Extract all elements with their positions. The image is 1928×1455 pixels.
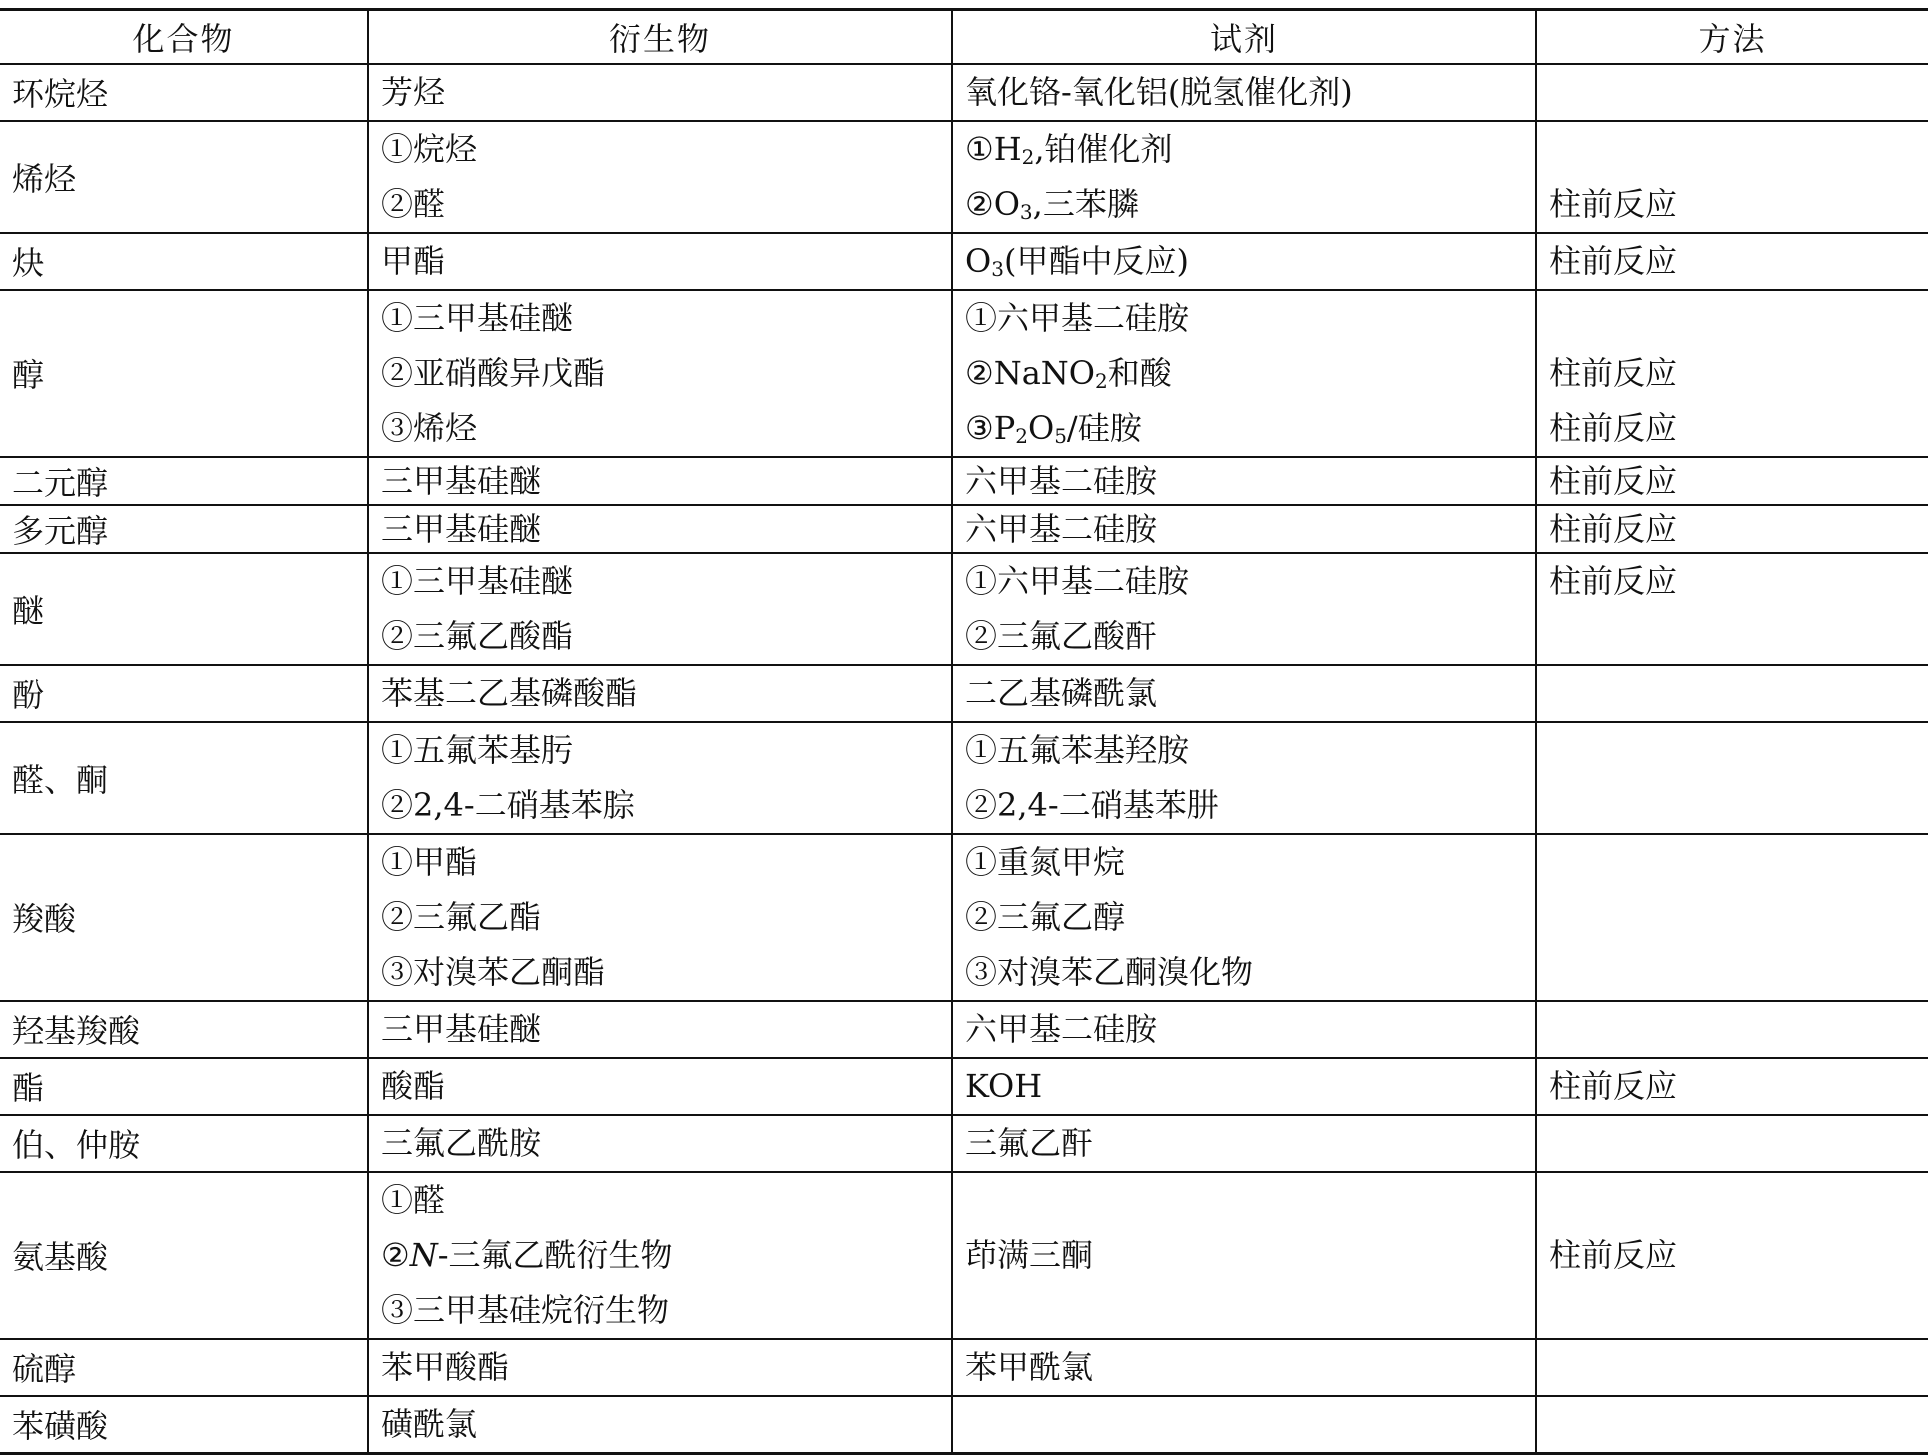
- table-row: [0, 1172, 1928, 1339]
- cell-derivative-line: 甲酯: [381, 241, 446, 280]
- cell-method-line: [1549, 945, 1928, 1000]
- cell-reagent-line: 苯甲酰氯: [965, 1347, 1094, 1386]
- cell-reagent-line: ③对溴苯乙酮溴化物: [965, 952, 1254, 991]
- table-row: [0, 722, 1928, 834]
- cell-derivative: [368, 1058, 952, 1115]
- cell-compound: 氨基酸: [0, 1172, 368, 1339]
- cell-derivative-line: ②亚硝酸异戊酯: [381, 353, 606, 392]
- cell-method: [1536, 121, 1928, 233]
- derivatization-table: [0, 8, 1928, 1455]
- table-row: [0, 1115, 1928, 1172]
- cell-derivative: [368, 1001, 952, 1058]
- cell-derivative: [368, 457, 952, 505]
- cell-reagent: [952, 505, 1536, 553]
- cell-method: [1536, 665, 1928, 722]
- cell-method-line: [1549, 609, 1928, 664]
- cell-method-line: [1549, 723, 1928, 778]
- cell-compound: 苯磺酸: [0, 1396, 368, 1454]
- cell-compound: 醇: [0, 290, 368, 457]
- table-row: [0, 1058, 1928, 1115]
- cell-derivative-line: 酸酯: [381, 1066, 446, 1105]
- cell-method: [1536, 722, 1928, 834]
- cell-reagent-line: 六甲基二硅胺: [965, 1009, 1158, 1048]
- cell-derivative-line: 芳烃: [381, 72, 446, 111]
- cell-reagent-line: 六甲基二硅胺: [965, 461, 1158, 500]
- cell-reagent-line: ②NaNO$_2$和酸: [965, 353, 1172, 393]
- cell-reagent-line: $②O_3$,三苯膦: [965, 184, 1139, 224]
- cell-reagent: [952, 1058, 1536, 1115]
- cell-reagent-line: ①五氟苯基羟胺: [965, 730, 1190, 769]
- cell-method-line: [1549, 1397, 1928, 1452]
- cell-reagent-line: $③P_2O_5/$硅胺: [965, 408, 1142, 448]
- cell-derivative: [368, 1115, 952, 1172]
- cell-derivative-line: 三甲基硅醚: [381, 509, 542, 548]
- cell-compound: 醛、酮: [0, 722, 368, 834]
- cell-method-line: [1549, 778, 1928, 833]
- table-row: [0, 64, 1928, 121]
- cell-derivative-line: 苯基二乙基磷酸酯: [381, 673, 638, 712]
- cell-derivative: [368, 290, 952, 457]
- table-row: [0, 233, 1928, 290]
- table-row: [0, 1001, 1928, 1058]
- cell-compound: 伯、仲胺: [0, 1115, 368, 1172]
- cell-compound: 多元醇: [0, 505, 368, 553]
- table-row: [0, 1396, 1928, 1454]
- cell-method: [1536, 505, 1928, 553]
- table-row: [0, 121, 1928, 233]
- table-row: [0, 1339, 1928, 1396]
- cell-reagent-line: $O_3$(甲酯中反应): [965, 241, 1189, 281]
- cell-reagent: [952, 1001, 1536, 1058]
- cell-method-line: 柱前反应: [1549, 353, 1678, 392]
- cell-reagent: [952, 1115, 1536, 1172]
- cell-derivative: [368, 64, 952, 121]
- cell-compound: 酚: [0, 665, 368, 722]
- table-row: [0, 457, 1928, 505]
- cell-derivative-line: ①三甲基硅醚: [381, 298, 574, 337]
- table-row: [0, 553, 1928, 665]
- cell-derivative: [368, 121, 952, 233]
- cell-reagent-line: ①重氮甲烷: [965, 842, 1126, 881]
- cell-derivative-line: ①烷烃: [381, 129, 478, 168]
- cell-method-line: 柱前反应: [1549, 241, 1678, 280]
- cell-reagent: [952, 553, 1536, 665]
- cell-reagent-line: ②三氟乙醇: [965, 897, 1126, 936]
- cell-method: [1536, 457, 1928, 505]
- cell-derivative: [368, 1339, 952, 1396]
- cell-derivative-line: ②三氟乙酸酯: [381, 616, 574, 655]
- cell-derivative: [368, 505, 952, 553]
- cell-method: [1536, 1001, 1928, 1058]
- cell-reagent-line: 二乙基磷酰氯: [965, 673, 1158, 712]
- cell-method: [1536, 1172, 1928, 1339]
- table-row: [0, 290, 1928, 457]
- cell-derivative-line: ②N-三氟乙酰衍生物: [381, 1235, 673, 1274]
- cell-method-line: [1549, 835, 1928, 890]
- cell-method: [1536, 553, 1928, 665]
- header-reagent: 试剂: [952, 10, 1536, 64]
- cell-reagent: [952, 1339, 1536, 1396]
- cell-reagent-line: 氧化铬-氧化铝(脱氢催化剂): [965, 72, 1353, 111]
- cell-derivative: [368, 665, 952, 722]
- cell-derivative: [368, 1396, 952, 1454]
- cell-method-line: 柱前反应: [1549, 1235, 1678, 1274]
- cell-reagent-line: ②三氟乙酸酐: [965, 616, 1158, 655]
- cell-derivative-line: ①三甲基硅醚: [381, 561, 574, 600]
- cell-method-line: [1549, 666, 1928, 721]
- cell-derivative-line: 三氟乙酰胺: [381, 1123, 542, 1162]
- cell-compound: 羧酸: [0, 834, 368, 1001]
- cell-reagent: [952, 834, 1536, 1001]
- cell-compound: 羟基羧酸: [0, 1001, 368, 1058]
- cell-method-line: 柱前反应: [1549, 184, 1678, 223]
- cell-method-line: 柱前反应: [1549, 509, 1678, 548]
- table-row: [0, 665, 1928, 722]
- cell-method-line: [1549, 122, 1928, 177]
- cell-method-line: [1549, 890, 1928, 945]
- cell-reagent: [952, 1396, 1536, 1454]
- cell-reagent-line: ①六甲基二硅胺: [965, 561, 1190, 600]
- cell-method: [1536, 64, 1928, 121]
- cell-compound: 环烷烃: [0, 64, 368, 121]
- cell-compound: 炔: [0, 233, 368, 290]
- cell-derivative: [368, 1172, 952, 1339]
- cell-method: [1536, 1396, 1928, 1454]
- header-derivative: 衍生物: [368, 10, 952, 64]
- cell-derivative-line: 三甲基硅醚: [381, 461, 542, 500]
- cell-reagent: [952, 722, 1536, 834]
- cell-method-line: [1549, 1340, 1928, 1395]
- cell-method: [1536, 1339, 1928, 1396]
- cell-derivative-line: 三甲基硅醚: [381, 1009, 542, 1048]
- cell-reagent: [952, 233, 1536, 290]
- cell-method: [1536, 233, 1928, 290]
- cell-method-line: 柱前反应: [1549, 561, 1678, 600]
- cell-reagent: [952, 1172, 1536, 1339]
- cell-derivative: [368, 553, 952, 665]
- cell-method-line: [1549, 1002, 1928, 1057]
- cell-method: [1536, 1058, 1928, 1115]
- cell-method-line: 柱前反应: [1549, 461, 1678, 500]
- cell-derivative: [368, 233, 952, 290]
- cell-compound: 醚: [0, 553, 368, 665]
- cell-reagent-line: 茚满三酮: [965, 1235, 1094, 1274]
- cell-reagent: [952, 665, 1536, 722]
- cell-derivative-line: ③对溴苯乙酮酯: [381, 952, 606, 991]
- table-row: [0, 505, 1928, 553]
- cell-reagent-line: 三氟乙酐: [965, 1123, 1094, 1162]
- cell-method: [1536, 834, 1928, 1001]
- cell-reagent-line: ①六甲基二硅胺: [965, 298, 1190, 337]
- header-method: 方法: [1536, 10, 1928, 64]
- cell-method: [1536, 1115, 1928, 1172]
- cell-method: [1536, 290, 1928, 457]
- cell-derivative-line: ②2,4-二硝基苯腙: [381, 785, 635, 824]
- cell-reagent: [952, 290, 1536, 457]
- cell-method-line: 柱前反应: [1549, 1066, 1678, 1105]
- cell-reagent: [952, 64, 1536, 121]
- cell-derivative-line: ③烯烃: [381, 408, 478, 447]
- cell-compound: 二元醇: [0, 457, 368, 505]
- table-row: [0, 834, 1928, 1001]
- cell-reagent-line: KOH: [965, 1066, 1043, 1105]
- cell-derivative-line: ②三氟乙酯: [381, 897, 542, 936]
- cell-compound: 烯烃: [0, 121, 368, 233]
- cell-reagent-line: [965, 1397, 1535, 1452]
- cell-derivative-line: 磺酰氯: [381, 1404, 478, 1443]
- cell-compound: 酯: [0, 1058, 368, 1115]
- cell-reagent-line: ②2,4-二硝基苯肼: [965, 785, 1219, 824]
- cell-method-line: [1549, 291, 1928, 346]
- cell-reagent: [952, 121, 1536, 233]
- header-compound: 化合物: [0, 10, 368, 64]
- cell-derivative-line: ①甲酯: [381, 842, 478, 881]
- cell-method-line: [1549, 65, 1928, 120]
- cell-derivative-line: ①醛: [381, 1180, 446, 1219]
- cell-reagent-line: $①H_2$,铂催化剂: [965, 129, 1173, 169]
- cell-derivative: [368, 722, 952, 834]
- cell-method-line: 柱前反应: [1549, 408, 1678, 447]
- cell-compound: 硫醇: [0, 1339, 368, 1396]
- cell-derivative-line: ①五氟苯基肟: [381, 730, 574, 769]
- cell-derivative-line: ③三甲基硅烷衍生物: [381, 1290, 670, 1329]
- cell-derivative-line: 苯甲酸酯: [381, 1347, 510, 1386]
- cell-derivative: [368, 834, 952, 1001]
- cell-derivative-line: ②醛: [381, 184, 446, 223]
- cell-reagent: [952, 457, 1536, 505]
- header-row: [0, 10, 1928, 64]
- cell-method-line: [1549, 1116, 1928, 1171]
- cell-reagent-line: 六甲基二硅胺: [965, 509, 1158, 548]
